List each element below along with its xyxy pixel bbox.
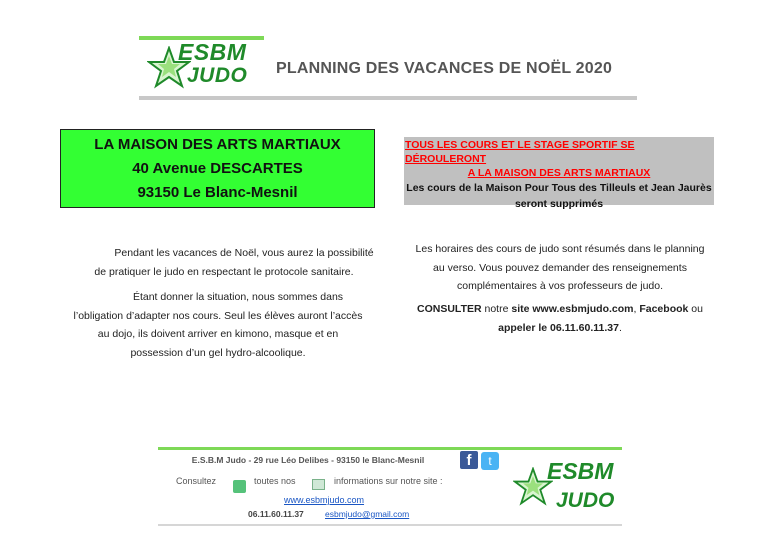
notice-black-line-2: seront supprimés — [514, 198, 604, 210]
left-p2-line-1: Étant donner la situation, nous sommes dans — [132, 291, 344, 303]
page-title: PLANNING DES VACANCES DE NOËL 2020 — [276, 60, 613, 77]
mail-icon — [312, 479, 325, 490]
venue-street: 40 Avenue DESCARTES — [132, 160, 303, 177]
footer-toutes-text: toutes nos — [254, 476, 296, 486]
footer-divider — [158, 524, 622, 526]
ou-text: ou — [688, 303, 703, 315]
notice-red-line-1: TOUS LES COURS ET LE STAGE SPORTIF SE DÉROULERONT — [405, 139, 635, 165]
venue-name: LA MAISON DES ARTS MARTIAUX — [94, 136, 341, 153]
left-p2-line-2: l’obligation d’adapter nos cours. Seul les élèves auront l’accès — [73, 309, 363, 322]
right-p1-line-3: complémentaires à vos professeurs de judo. — [456, 280, 664, 292]
right-paragraph-2 — [403, 300, 717, 337]
footer-website-link[interactable]: www.esbmjudo.com — [284, 495, 365, 505]
right-paragraph-1 — [403, 240, 717, 296]
right-p1-line-2: au verso. Vous pouvez demander des renseignements — [433, 261, 687, 274]
left-paragraph-2 — [62, 288, 374, 362]
footer-logo-text-judo: JUDO — [556, 489, 615, 512]
footer-logo-text-esbm: ESBM — [547, 458, 614, 484]
footer-phone: 06.11.60.11.37 — [248, 509, 304, 519]
facebook-icon[interactable]: f — [460, 451, 478, 469]
left-p2-line-3: au dojo, ils doivent arriver en kimono, masque et en — [97, 328, 339, 340]
venue-address-box — [60, 129, 375, 208]
footer-email-link[interactable]: esbmjudo@gmail.com — [325, 509, 410, 519]
consulter-label: CONSULTER — [417, 303, 482, 315]
footer-accent-line — [158, 447, 622, 450]
notice-box — [404, 137, 714, 210]
phone-mention: appeler le 06.11.60.11.37 — [498, 321, 619, 334]
twitter-icon[interactable]: t — [481, 452, 499, 470]
footer-info-text: informations sur notre site : — [334, 476, 443, 486]
logo-text-judo: JUDO — [187, 64, 248, 87]
header-divider — [139, 96, 637, 100]
venue-city: 93150 Le Blanc-Mesnil — [137, 184, 298, 201]
period-text: . — [618, 321, 622, 334]
right-p2-line-1 — [403, 300, 717, 319]
notre-text: notre — [481, 303, 512, 315]
phone-icon — [233, 480, 246, 493]
right-p1-line-1: Les horaires des cours de judo sont résumés dans le planning — [415, 243, 705, 255]
left-p1-line-1: Pendant les vacances de Noël, vous aurez la possibilité — [114, 247, 374, 259]
left-p2-line-4: possession d’un gel hydro-alcoolique. — [130, 346, 306, 359]
logo-text-esbm: ESBM — [178, 39, 247, 65]
comma-text: , — [633, 303, 640, 315]
footer-address: E.S.B.M Judo - 29 rue Léo Delibes - 93150 le Blanc-Mesnil — [191, 455, 425, 465]
website-mention: site www.esbmjudo.com — [511, 303, 634, 315]
right-p2-line-2 — [403, 319, 717, 338]
footer-consultez-text: Consultez — [176, 476, 217, 486]
facebook-mention: Facebook — [639, 303, 689, 315]
notice-red-line-2: A LA MAISON DES ARTS MARTIAUX — [467, 167, 651, 179]
left-paragraph-1 — [74, 244, 374, 281]
notice-black-line-1: Les cours de la Maison Pour Tous des Tilleuls et Jean Jaurès — [406, 182, 712, 194]
left-p1-line-2: de pratiquer le judo en respectant le protocole sanitaire. — [94, 265, 354, 278]
